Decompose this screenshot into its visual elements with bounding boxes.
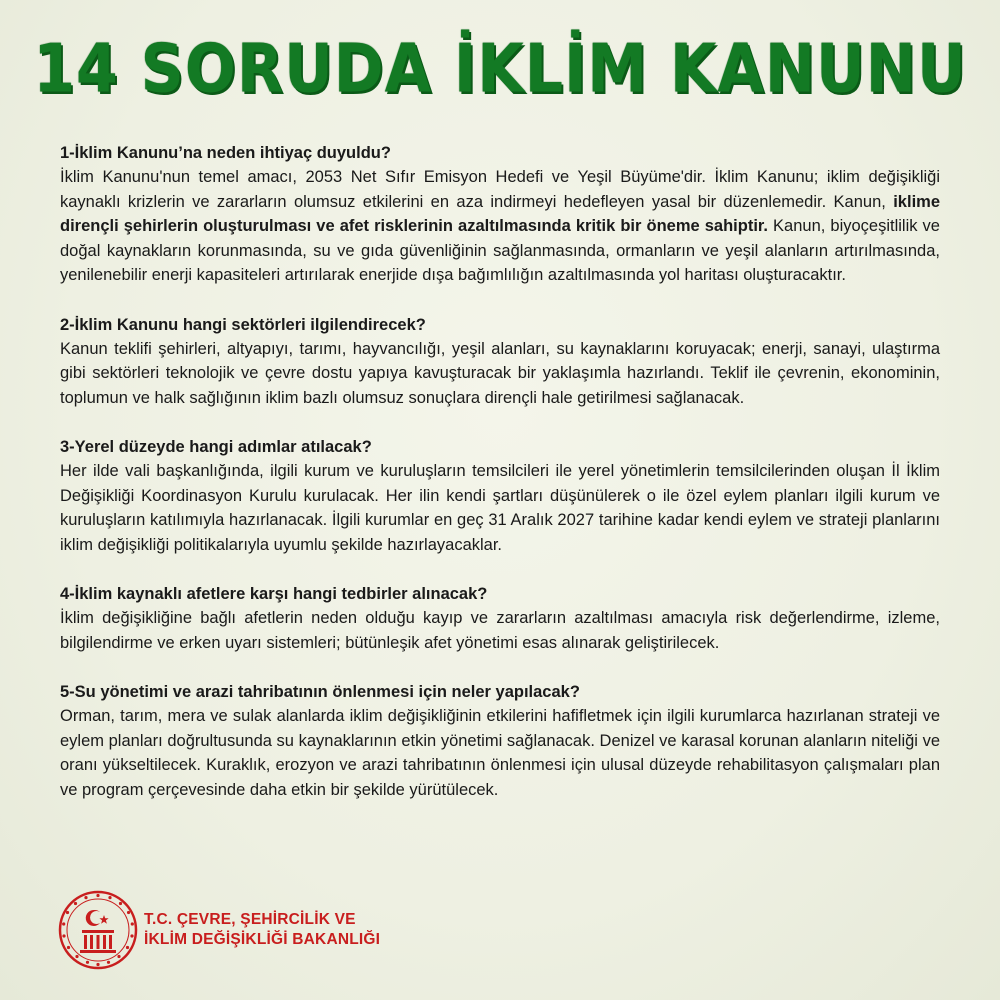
answer-4: İklim değişikliğine bağlı afetlerin neden olduğu kayıp ve zararların azaltılması amacıyla risk değerlendirme, izleme, bilgilendirme ve erken uyarı sistemleri; bütünleşik afet yönetimi esas alınarak geliştirilecek.	[60, 609, 940, 652]
ministry-name-line-2: İKLİM DEĞİŞİKLİĞİ BAKANLIĞI	[144, 931, 381, 948]
qa-section-1	[60, 141, 940, 288]
qa-section-3	[60, 435, 940, 557]
answer-3: Her ilde vali başkanlığında, ilgili kurum ve kuruluşların temsilcileri ile yerel yönetimlerin temsilcilerinden oluşan İl İklim Değişikliği Koordinasyon Kurulu kurulacak. Her ilin kendi şartları düşünülerek o ile özel eylem planları ilgili kurum ve kuruluşların katılımıyla hazırlanacak. İlgili kurumlar en geç 31 Aralık 2027 tarihine kadar kendi eylem ve strateji planlarını iklim değişikliği politikalarıyla uyumlu şekilde hazırlayacaklar.	[60, 462, 940, 554]
answer-1-part-2: Kanun, biyoçeşitlilik ve doğal kaynakların korunmasında, su ve gıda güvenliğinin sağlanmasında, ormanların ve yeşil alanların artırılmasında, yenilenebilir enerji kapasiteleri artırılarak enerjide dışa bağımlılığın azaltılmasında yol haritası oluşturacaktır.	[60, 217, 940, 284]
question-3: 3-Yerel düzeyde hangi adımlar atılacak?	[60, 438, 372, 456]
ministry-name	[144, 910, 380, 950]
ministry-seal-icon	[58, 890, 138, 970]
question-4: 4-İklim kaynaklı afetlere karşı hangi tedbirler alınacak?	[60, 585, 488, 603]
question-1: 1-İklim Kanunu’na neden ihtiyaç duyuldu?	[60, 144, 391, 162]
answer-1-bold: iklime dirençli şehirlerin oluşturulması ve afet risklerinin azaltılmasında kritik bir öneme sahiptir.	[60, 192, 940, 235]
qa-section-4	[60, 582, 940, 655]
question-2: 2-İklim Kanunu hangi sektörleri ilgilendirecek?	[60, 315, 426, 334]
answer-2: Kanun teklifi şehirleri, altyapıyı, tarımı, hayvancılığı, yeşil alanları, su kaynaklarını koruyacak; enerji, sanayi, ulaştırma gibi sektörleri teknolojik ve çevre dostu yapıya kavuşturacak bir yaklaşımla hazırlandı. Teklif ile çevrenin, ekonominin, toplumun ve halk sağlığının iklim bazlı olumsuz sonuçlara dirençli hale getirilmesi sağlanacak.	[60, 339, 940, 407]
answer-1-part-1: İklim Kanunu'nun temel amacı, 2053 Net Sıfır Emisyon Hedefi ve Yeşil Büyüme'dir. İklim Kanunu; iklim değişikliği kaynaklı krizlerin ve zararların olumsuz etkilerini en aza indirmeyi hedefleyen yasal bir düzenlemedir. Kanun,	[60, 168, 940, 211]
qa-section-2	[60, 313, 940, 411]
ministry-footer	[58, 890, 478, 980]
question-5: 5-Su yönetimi ve arazi tahribatının önlenmesi için neler yapılacak?	[60, 683, 580, 701]
page-title: 14 SORUDA İKLİM KANUNU	[33, 30, 967, 109]
answer-1	[60, 165, 940, 288]
qa-section-5	[60, 680, 940, 802]
ministry-name-line-1: T.C. ÇEVRE, ŞEHİRCİLİK VE	[144, 911, 356, 928]
answer-5: Orman, tarım, mera ve sulak alanlarda iklim değişikliğinin etkilerini hafifletmek için ilgili kurumlarca hazırlanan strateji ve eylem planları doğrultusunda su kaynaklarının etkin yönetimi sağlanacak. Denizel ve karasal korunan alanların niteliği ve oranı yükseltilecek. Kuraklık, erozyon ve arazi tahribatının önlenmesi için ulusal düzeyde rehabilitasyon çalışmaları plan ve program çerçevesinde daha etkin bir şekilde yürütülecek.	[60, 707, 940, 799]
qa-content	[60, 141, 940, 827]
